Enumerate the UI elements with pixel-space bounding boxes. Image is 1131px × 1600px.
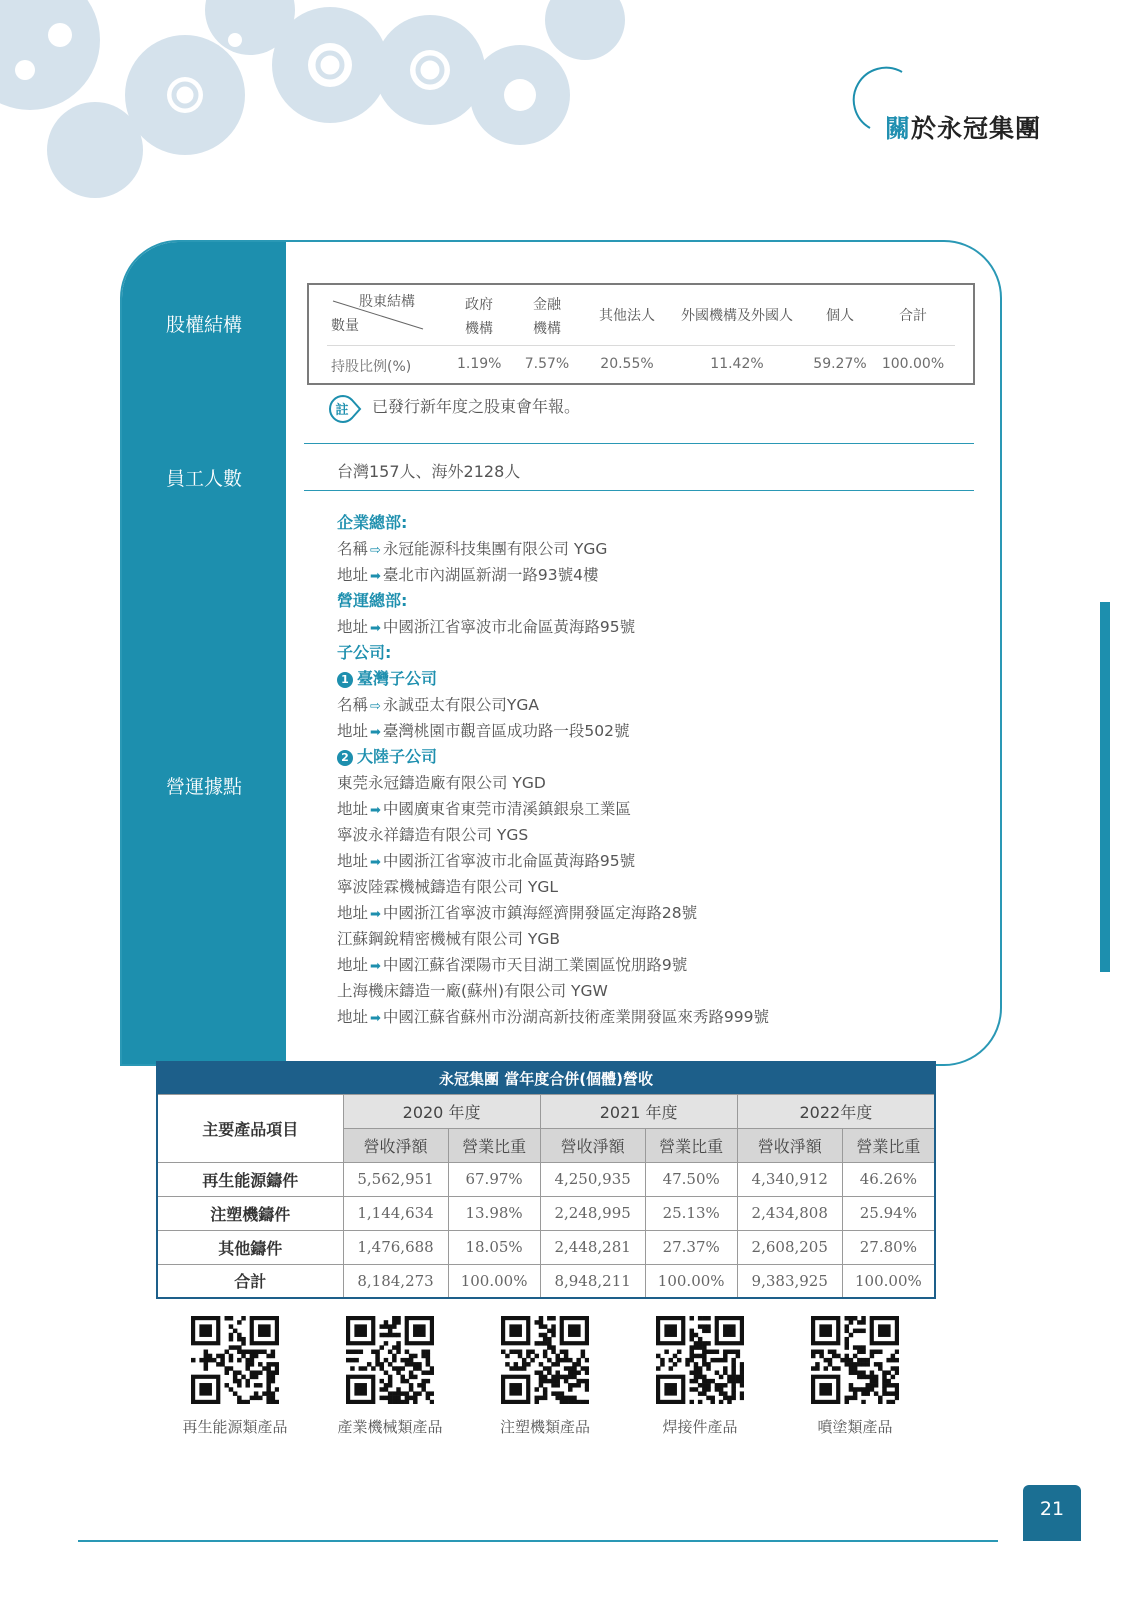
arrow-icon: ➡ [370, 725, 381, 740]
employees-value: 台灣157人、海外2128人 [337, 462, 521, 481]
table-row: 注塑機鑄件 1,144,634 13.98% 2,248,995 25.13% 2,434,808 25.94% [157, 1196, 935, 1230]
qr-item[interactable] [780, 1316, 930, 1437]
arrow-icon: ➡ [370, 569, 381, 584]
diag-top-label: 股東結構 [359, 294, 415, 310]
list-item: 地址 ➡ 臺北市內湖區新湖一路93號4樓 [337, 566, 599, 584]
arrow-icon: ➡ [370, 803, 381, 818]
list-item: 寧波永祥鑄造有限公司 YGS [337, 826, 529, 844]
list-item: 東莞永冠鑄造廠有限公司 YGD [337, 774, 546, 792]
qr-code-icon[interactable] [191, 1316, 279, 1404]
val-individual: 59.27% [813, 356, 867, 372]
revenue-table [156, 1061, 936, 1299]
arrow-icon: ➡ [370, 855, 381, 870]
col-gov: 政府 機構 [465, 297, 493, 337]
arrow-icon: ➡ [370, 1011, 381, 1026]
list-item: 名稱 ⇨ 永誠亞太有限公司YGA [337, 696, 540, 714]
qr-item[interactable] [160, 1316, 310, 1437]
qr-label: 產業機械類產品 [337, 1418, 443, 1436]
list-item: 上海機床鑄造一廠(蘇州)有限公司 YGW [337, 982, 608, 1000]
list-item: 江蘇鋼銳精密機械有限公司 YGB [337, 930, 561, 948]
val-total: 100.00% [881, 356, 945, 372]
year-header: 2021 年度 [540, 1094, 737, 1128]
divider-line [304, 443, 974, 444]
sub-header-ratio: 營業比重 [645, 1128, 737, 1162]
list-item: 地址 ➡ 中國浙江省寧波市北侖區黃海路95號 [337, 618, 636, 636]
col-fin: 金融 機構 [533, 297, 561, 337]
list-item: 地址 ➡ 中國江蘇省溧陽市天目湖工業園區悅朋路9號 [337, 956, 688, 974]
val-fin: 7.57% [524, 356, 570, 372]
qr-item[interactable] [315, 1316, 465, 1437]
subs-heading: 子公司: [337, 643, 392, 662]
list-item: 地址 ➡ 中國浙江省寧波市鎮海經濟開發區定海路28號 [337, 904, 698, 922]
table-row: 其他鑄件 1,476,688 18.05% 2,448,281 27.37% 2,608,205 27.80% [157, 1230, 935, 1264]
col-other: 其他法人 [599, 308, 655, 324]
qr-label: 再生能源類產品 [182, 1418, 288, 1436]
hq-heading: 企業總部: [337, 513, 408, 532]
side-tab-bar [1100, 602, 1110, 972]
qr-label: 噴塗類產品 [817, 1418, 893, 1436]
qr-item[interactable] [625, 1316, 775, 1437]
sub-header-net: 營收淨額 [343, 1128, 448, 1162]
list-item: 寧波陸霖機械鑄造有限公司 YGL [337, 878, 559, 896]
sub-header-net: 營收淨額 [540, 1128, 645, 1162]
divider-line [304, 490, 974, 491]
svg-text:註: 註 [335, 403, 349, 418]
locations-label: 營運據點 [166, 776, 243, 798]
list-item: 地址 ➡ 中國廣東省東莞市清溪鎮銀泉工業區 [337, 800, 631, 818]
sub-header-ratio: 營業比重 [448, 1128, 540, 1162]
number-badge-icon: 2 [337, 750, 353, 766]
note-text: 已發行新年度之股東會年報。 [372, 397, 581, 416]
table-divider [327, 345, 955, 346]
gears-decoration-icon [0, 0, 640, 200]
table-row: 再生能源鑄件 5,562,951 67.97% 4,250,935 47.50% 4,340,912 46.26% [157, 1162, 935, 1196]
shareholding-label: 股權結構 [166, 314, 243, 336]
qr-code-icon[interactable] [656, 1316, 744, 1404]
footer-line [78, 1540, 998, 1542]
qr-label: 焊接件產品 [662, 1418, 738, 1436]
val-foreign: 11.42% [710, 356, 764, 372]
revenue-caption: 永冠集團 當年度合併(個體)營收 [157, 1062, 935, 1094]
tw-heading: 1 臺灣子公司 [337, 666, 769, 692]
locations-list [337, 510, 769, 1030]
row-label-ratio: 持股比例(%) [331, 359, 412, 375]
number-badge-icon: 1 [337, 672, 353, 688]
col-individual: 個人 [826, 308, 854, 324]
hollow-arrow-icon: ⇨ [370, 543, 381, 558]
col-total: 合計 [899, 308, 927, 324]
list-item: 地址 ➡ 臺灣桃園市觀音區成功路一段502號 [337, 722, 630, 740]
qr-code-icon[interactable] [501, 1316, 589, 1404]
hollow-arrow-icon: ⇨ [370, 699, 381, 714]
list-item: 名稱 ⇨ 永冠能源科技集團有限公司 YGG [337, 540, 608, 558]
arrow-icon: ➡ [370, 959, 381, 974]
page-number: 21 [1023, 1485, 1081, 1541]
col-foreign: 外國機構及外國人 [681, 308, 793, 324]
sub-header-net: 營收淨額 [737, 1128, 842, 1162]
ophq-heading: 營運總部: [337, 591, 408, 610]
val-other: 20.55% [600, 356, 654, 372]
qr-code-row [160, 1316, 950, 1446]
arrow-icon: ➡ [370, 621, 381, 636]
note-icon [328, 394, 362, 424]
section-header [840, 66, 1080, 156]
employees-label: 員工人數 [166, 468, 243, 490]
qr-code-icon[interactable] [346, 1316, 434, 1404]
shareholding-table [307, 283, 975, 385]
val-gov: 1.19% [457, 356, 502, 372]
cn-heading: 2 大陸子公司 [337, 744, 769, 770]
qr-label: 注塑機類產品 [499, 1418, 590, 1436]
list-item: 地址 ➡ 中國浙江省寧波市北侖區黃海路95號 [337, 852, 636, 870]
table-row: 合計 8,184,273 100.00% 8,948,211 100.00% 9,383,925 100.00% [157, 1264, 935, 1298]
page-title: 關於永冠集團 [885, 114, 1042, 143]
year-header: 2022年度 [737, 1094, 935, 1128]
qr-item[interactable] [470, 1316, 620, 1437]
sub-header-ratio: 營業比重 [842, 1128, 935, 1162]
info-side-panel [122, 242, 286, 1064]
year-header: 2020 年度 [343, 1094, 540, 1128]
qr-code-icon[interactable] [811, 1316, 899, 1404]
arrow-icon: ➡ [370, 907, 381, 922]
diag-bottom-label: 數量 [331, 318, 359, 334]
list-item: 地址 ➡ 中國江蘇省蘇州市汾湖高新技術產業開發區來秀路999號 [337, 1008, 770, 1026]
main-col-header: 主要產品項目 [157, 1094, 343, 1162]
company-info-box [120, 240, 1002, 1066]
